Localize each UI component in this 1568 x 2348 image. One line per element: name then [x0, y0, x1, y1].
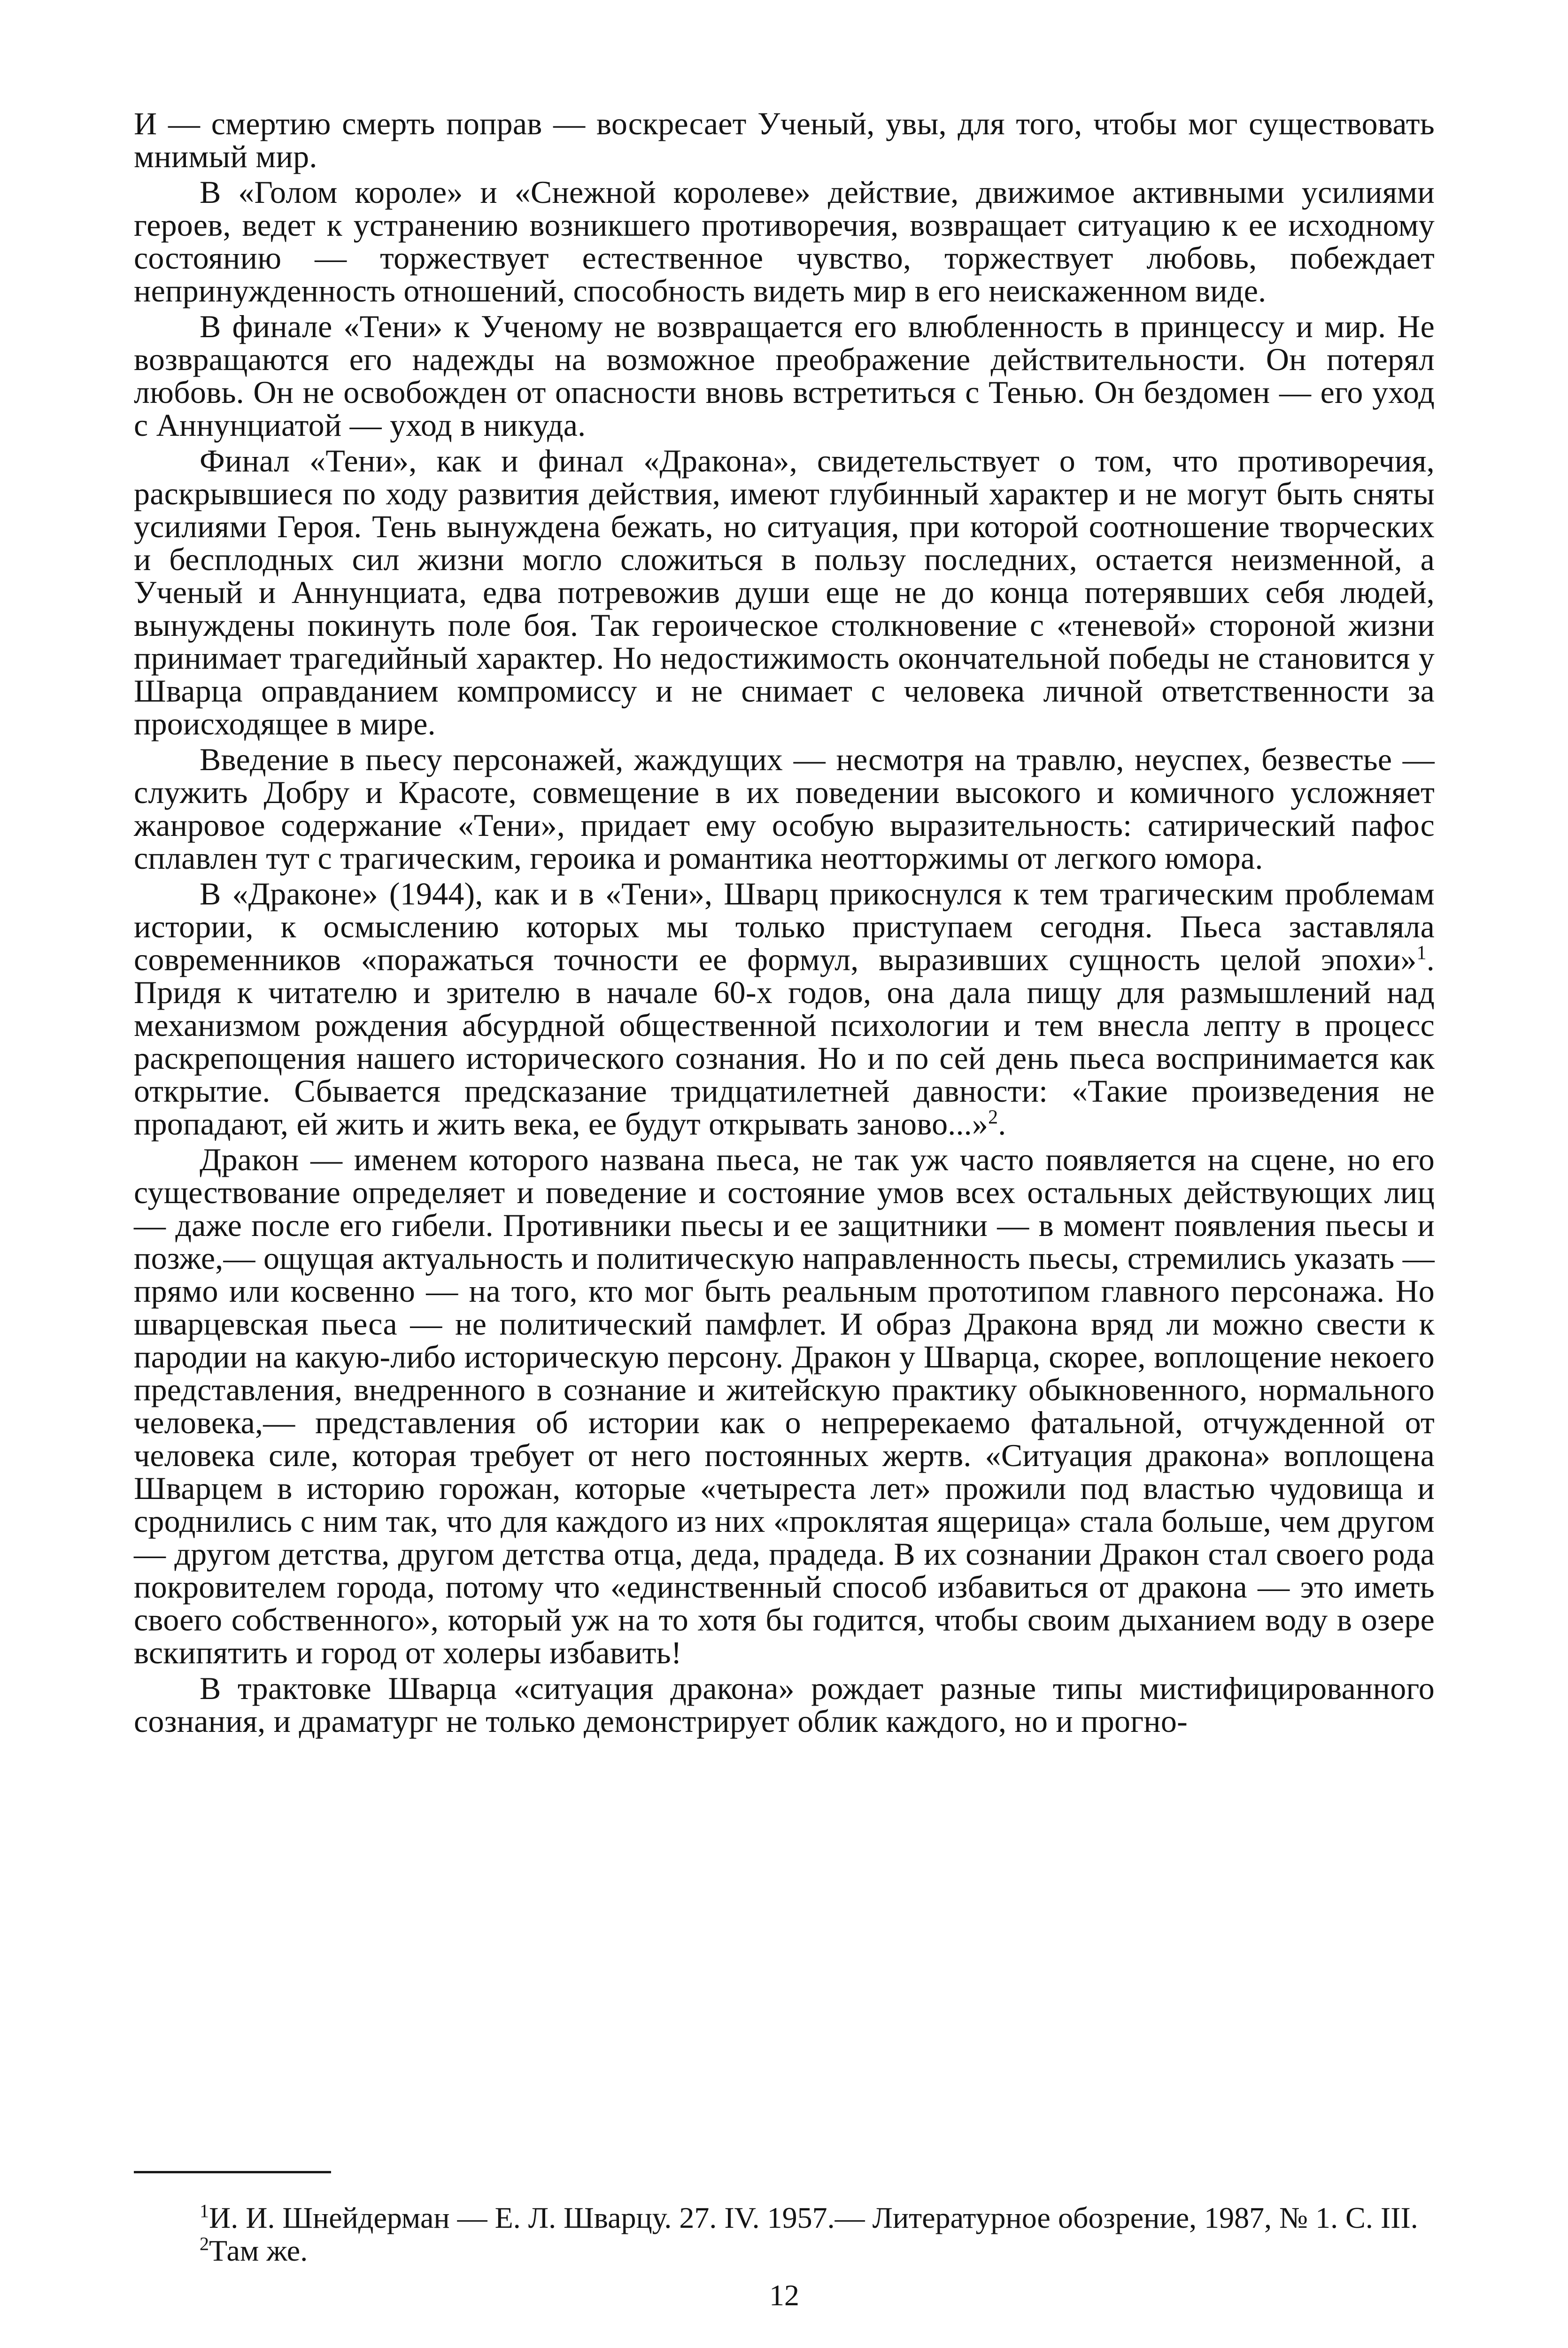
- footnote-ref-1: 1: [1416, 942, 1427, 964]
- paragraph-6-part-2: . Придя к читателю и зрителю в начале 60-х годов, она дала пищу для размышлений над механизмом рождения абсурдной общественной психологии и тем внесла лепту в процесс раскрепощения нашего исторического сознания. Но и по сей день пьеса воспринимается как открытие. Сбывается предсказание тридцатилетней давности: «Такие произведения не пропадают, ей жить и жить века, ее будут открывать заново...»: [134, 942, 1435, 1142]
- footnote-2: [134, 2234, 1435, 2267]
- main-text: [134, 107, 1435, 1738]
- footnote-ref-2: 2: [988, 1106, 998, 1128]
- paragraph-6: [134, 877, 1435, 1140]
- footnotes: [134, 2201, 1435, 2267]
- book-page: [134, 107, 1435, 2314]
- paragraph-2: В «Голом короле» и «Снежной королеве» действие, движимое активными усилиями героев, ведет к устранению возникшего противоречия, возвращает ситуацию к ее исходному состоянию — торжествует естественное чувство, торжествует любовь, побеждает непринужденность отношений, способность видеть мир в его неискаженном виде.: [134, 174, 1435, 309]
- paragraph-8: В трактовке Шварца «ситуация дракона» рождает разные типы мистифицированного сознания, и драматург не только демонстрирует облик каждого, но и прогно-: [134, 1670, 1435, 1739]
- paragraph-1: И — смертию смерть поправ — воскресает Ученый, увы, для того, чтобы мог существовать мнимый мир.: [134, 106, 1435, 174]
- footnote-1-text: И. И. Шнейдерман — Е. Л. Шварцу. 27. IV. 1957.— Литературное обозрение, 1987, № 1. С. III.: [209, 2201, 1418, 2234]
- footnote-mark-1: 1: [200, 2200, 209, 2222]
- footnote-separator: [134, 2171, 331, 2173]
- paragraph-5: Введение в пьесу персонажей, жаждущих — несмотря на травлю, неуспех, безвестье — служить Добру и Красоте, совмещение в их поведении высокого и комичного усложняет жанровое содержание «Тени», придает ему особую выразительность: сатирический пафос сплавлен тут с трагическим, героика и романтика неотторжимы от легкого юмора.: [134, 741, 1435, 876]
- paragraph-7: Дракон — именем которого названа пьеса, не так уж часто появляется на сцене, но его существование определяет и поведение и состояние умов всех остальных действующих лиц — даже после его гибели. Противники пьесы и ее защитники — в момент появления пьесы и позже,— ощущая актуальность и политическую направленность пьесы, стремились указать — прямо или косвенно — на того, кто мог быть реальным прототипом главного персонажа. Но шварцевская пьеса — не политический памфлет. И образ Дракона вряд ли можно свести к пародии на какую-либо историческую персону. Дракон у Шварца, скорее, воплощение некоего представления, внедренного в сознание и житейскую практику обыкновенного, нормального человека,— представления об истории как о непререкаемо фатальной, отчужденной от человека силе, которая требует от него постоянных жертв. «Ситуация дракона» воплощена Шварцем в историю горожан, которые «четыреста лет» прожили под властью чудовища и сроднились с ним так, что для каждого из них «проклятая ящерица» стала больше, чем другом — другом детства, другом детства отца, деда, прадеда. В их сознании Дракон стал своего рода покровителем города, потому что «единственный способ избавиться от дракона — это иметь своего собственного», который уж на то хотя бы годится, чтобы своим дыханием воду в озере вскипятить и город от холеры избавить!: [134, 1142, 1435, 1670]
- footnote-1: [134, 2201, 1435, 2234]
- paragraph-6-part-3: .: [998, 1106, 1006, 1142]
- footnote-mark-2: 2: [200, 2233, 209, 2255]
- footnote-2-text: Там же.: [209, 2234, 308, 2267]
- paragraph-3: В финале «Тени» к Ученому не возвращается его влюбленность в принцессу и мир. Не возвращаются его надежды на возможное преображение действительности. Он потерял любовь. Он не освобожден от опасности вновь встретиться с Тенью. Он бездомен — его уход с Аннунциатой — уход в никуда.: [134, 309, 1435, 443]
- page-number: 12: [769, 2278, 799, 2312]
- paragraph-6-part-1: В «Драконе» (1944), как и в «Тени», Шварц прикоснулся к тем трагическим проблемам истории, к осмыслению которых мы только приступаем сегодня. Пьеса заставляла современников «поражаться точности ее формул, выразивших сущность целой эпохи»: [134, 876, 1435, 977]
- paragraph-4: Финал «Тени», как и финал «Дракона», свидетельствует о том, что противоречия, раскрывшиеся по ходу развития действия, имеют глубинный характер и не могут быть сняты усилиями Героя. Тень вынуждена бежать, но ситуация, при которой соотношение творческих и бесплодных сил жизни могло сложиться в пользу последних, остается неизменной, а Ученый и Аннунциата, едва потревожив души еще не до конца потерявших себя людей, вынуждены покинуть поле боя. Так героическое столкновение с «теневой» стороной жизни принимает трагедийный характер. Но недостижимость окончательной победы не становится у Шварца оправданием компромиссу и не снимает с человека личной ответственности за происходящее в мире.: [134, 443, 1435, 741]
